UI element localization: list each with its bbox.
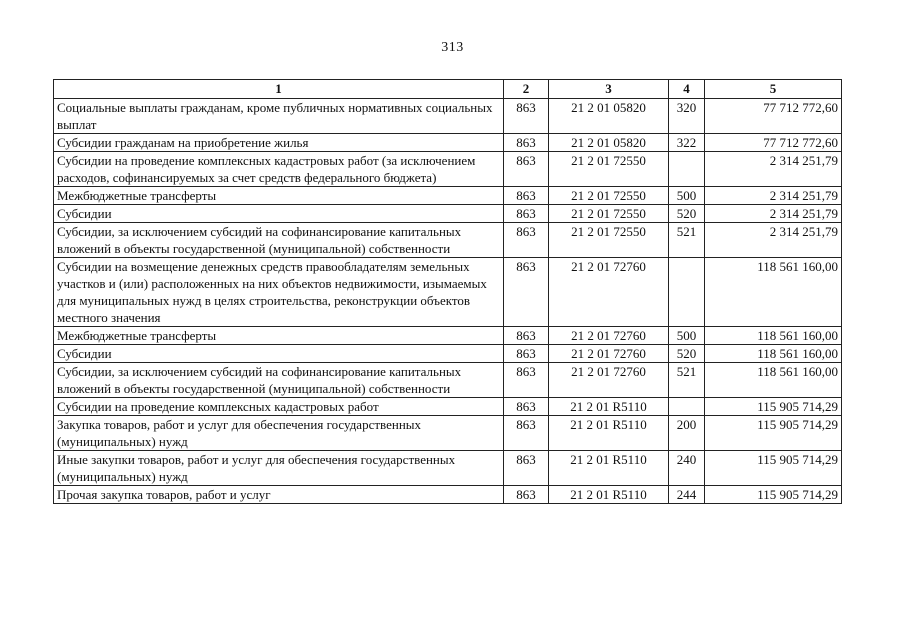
row-grbs-cell: 863 <box>504 451 549 486</box>
row-grbs-cell: 863 <box>504 99 549 134</box>
row-name-cell: Межбюджетные трансферты <box>54 327 504 345</box>
table-row <box>54 205 842 223</box>
row-kcsr-cell: 21 2 01 72760 <box>549 258 669 327</box>
row-kcsr-cell: 21 2 01 72760 <box>549 363 669 398</box>
table-row <box>54 99 842 134</box>
row-kcsr-cell: 21 2 01 R5110 <box>549 416 669 451</box>
row-kvr-cell: 521 <box>669 223 705 258</box>
header-col-2: 2 <box>504 80 549 99</box>
table-row <box>54 486 842 504</box>
row-kvr-cell: 322 <box>669 134 705 152</box>
table-row <box>54 345 842 363</box>
row-kcsr-cell: 21 2 01 72550 <box>549 205 669 223</box>
table-row <box>54 451 842 486</box>
row-name-cell: Закупка товаров, работ и услуг для обеспечения государственных (муниципальных) нужд <box>54 416 504 451</box>
row-grbs-cell: 863 <box>504 345 549 363</box>
row-kcsr-cell: 21 2 01 05820 <box>549 134 669 152</box>
row-kcsr-cell: 21 2 01 05820 <box>549 99 669 134</box>
row-kvr-cell <box>669 152 705 187</box>
row-kcsr-cell: 21 2 01 R5110 <box>549 486 669 504</box>
row-name-cell: Социальные выплаты гражданам, кроме публичных нормативных социальных выплат <box>54 99 504 134</box>
row-kcsr-cell: 21 2 01 R5110 <box>549 451 669 486</box>
row-grbs-cell: 863 <box>504 187 549 205</box>
row-kvr-cell: 500 <box>669 187 705 205</box>
header-col-3: 3 <box>549 80 669 99</box>
row-kvr-cell: 244 <box>669 486 705 504</box>
row-name-cell: Межбюджетные трансферты <box>54 187 504 205</box>
row-grbs-cell: 863 <box>504 134 549 152</box>
row-kcsr-cell: 21 2 01 72550 <box>549 152 669 187</box>
row-sum-cell: 2 314 251,79 <box>705 152 842 187</box>
row-sum-cell: 2 314 251,79 <box>705 205 842 223</box>
table-row <box>54 363 842 398</box>
row-kvr-cell: 240 <box>669 451 705 486</box>
row-kvr-cell: 320 <box>669 99 705 134</box>
budget-table <box>53 79 842 504</box>
table-header-row <box>54 80 842 99</box>
row-kvr-cell <box>669 258 705 327</box>
row-name-cell: Прочая закупка товаров, работ и услуг <box>54 486 504 504</box>
table-body <box>54 99 842 504</box>
row-name-cell: Субсидии, за исключением субсидий на софинансирование капитальных вложений в объекты государственной (муниципальной) собственности <box>54 223 504 258</box>
row-kvr-cell: 520 <box>669 205 705 223</box>
header-col-4: 4 <box>669 80 705 99</box>
row-name-cell: Субсидии на проведение комплексных кадастровых работ (за исключением расходов, софинансируемых за счет средств федерального бюджета) <box>54 152 504 187</box>
row-sum-cell: 77 712 772,60 <box>705 134 842 152</box>
table-row <box>54 258 842 327</box>
row-sum-cell: 115 905 714,29 <box>705 451 842 486</box>
row-sum-cell: 118 561 160,00 <box>705 327 842 345</box>
row-grbs-cell: 863 <box>504 486 549 504</box>
row-name-cell: Субсидии <box>54 205 504 223</box>
row-sum-cell: 2 314 251,79 <box>705 187 842 205</box>
row-grbs-cell: 863 <box>504 416 549 451</box>
row-kvr-cell: 520 <box>669 345 705 363</box>
row-kcsr-cell: 21 2 01 72760 <box>549 345 669 363</box>
row-sum-cell: 77 712 772,60 <box>705 99 842 134</box>
row-grbs-cell: 863 <box>504 363 549 398</box>
row-sum-cell: 118 561 160,00 <box>705 258 842 327</box>
row-grbs-cell: 863 <box>504 258 549 327</box>
row-kvr-cell: 200 <box>669 416 705 451</box>
row-name-cell: Субсидии, за исключением субсидий на софинансирование капитальных вложений в объекты государственной (муниципальной) собственности <box>54 363 504 398</box>
table-row <box>54 327 842 345</box>
page-number: 313 <box>441 40 464 55</box>
row-kcsr-cell: 21 2 01 72550 <box>549 223 669 258</box>
table-row <box>54 187 842 205</box>
row-kvr-cell: 500 <box>669 327 705 345</box>
row-sum-cell: 118 561 160,00 <box>705 363 842 398</box>
row-sum-cell: 115 905 714,29 <box>705 416 842 451</box>
row-kcsr-cell: 21 2 01 72550 <box>549 187 669 205</box>
row-name-cell: Субсидии <box>54 345 504 363</box>
row-grbs-cell: 863 <box>504 205 549 223</box>
row-kvr-cell <box>669 398 705 416</box>
row-name-cell: Субсидии на возмещение денежных средств правообладателям земельных участков и (или) расположенных на них объектов недвижимости, изымаемых для муниципальных нужд в целях строительства, реконструкции объектов местного значения <box>54 258 504 327</box>
row-sum-cell: 2 314 251,79 <box>705 223 842 258</box>
row-kvr-cell: 521 <box>669 363 705 398</box>
row-name-cell: Субсидии гражданам на приобретение жилья <box>54 134 504 152</box>
row-sum-cell: 115 905 714,29 <box>705 398 842 416</box>
table-row <box>54 134 842 152</box>
row-grbs-cell: 863 <box>504 398 549 416</box>
row-sum-cell: 118 561 160,00 <box>705 345 842 363</box>
row-grbs-cell: 863 <box>504 327 549 345</box>
header-col-1: 1 <box>54 80 504 99</box>
row-sum-cell: 115 905 714,29 <box>705 486 842 504</box>
table-row <box>54 223 842 258</box>
row-grbs-cell: 863 <box>504 223 549 258</box>
row-name-cell: Субсидии на проведение комплексных кадастровых работ <box>54 398 504 416</box>
row-grbs-cell: 863 <box>504 152 549 187</box>
header-col-5: 5 <box>705 80 842 99</box>
row-kcsr-cell: 21 2 01 R5110 <box>549 398 669 416</box>
table-row <box>54 152 842 187</box>
table-row <box>54 416 842 451</box>
row-name-cell: Иные закупки товаров, работ и услуг для обеспечения государственных (муниципальных) нужд <box>54 451 504 486</box>
row-kcsr-cell: 21 2 01 72760 <box>549 327 669 345</box>
table-row <box>54 398 842 416</box>
